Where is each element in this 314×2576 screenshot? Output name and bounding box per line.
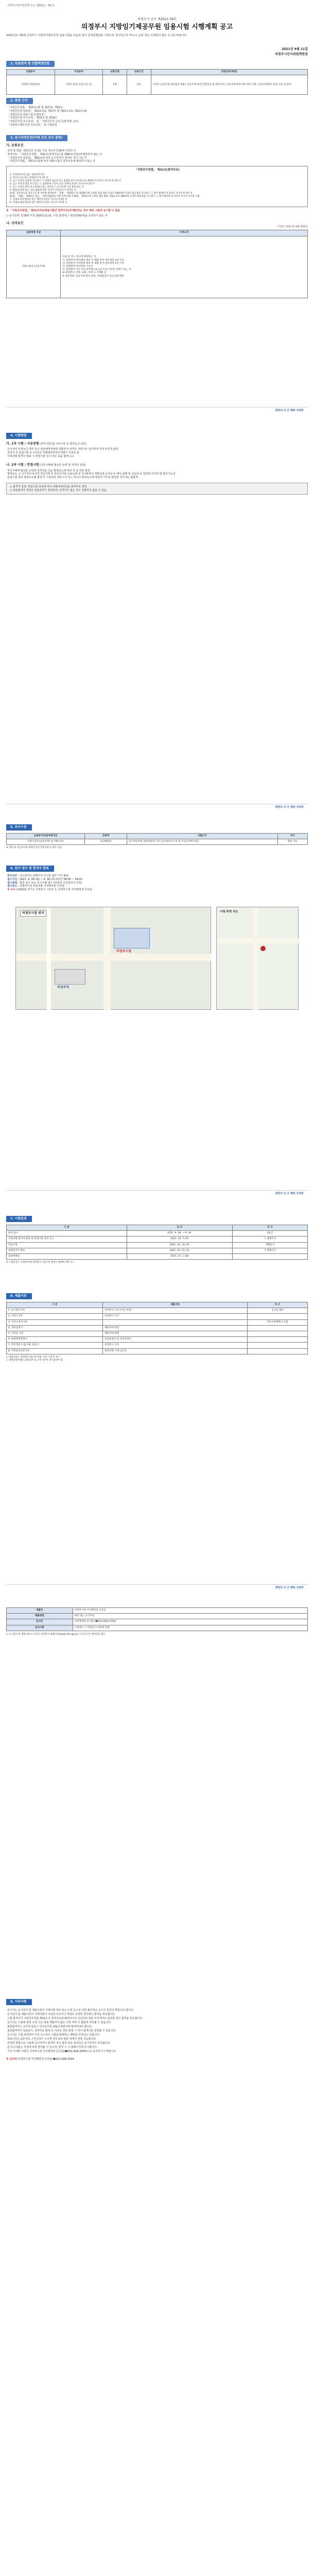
submission-info xyxy=(6,1607,308,1636)
table-row: 원서 접수 2021. 9. 28. ~ 9. 30. 3일간 xyxy=(7,1231,308,1236)
list-item: 기타 자세한 사항은 의정부시청 자치행정과 인사팀(☎031-828-2504)으로 문의하시기 바랍니다. xyxy=(7,2050,117,2054)
section-3 xyxy=(6,135,308,298)
location-map xyxy=(15,907,211,1010)
section-5 xyxy=(6,824,308,850)
table-row: 면접시험 2021. 10. 14.(목) 개별통지 xyxy=(7,1242,308,1248)
documents-table xyxy=(6,1302,308,1354)
list-item: 6의3. 「형법」 제303조 또는 「성폭력범죄의 처벌 등에 관한 특례법」 제10조에 규정된 죄를 범한 사람으로서 300만원 이상의 벌금형을 선고받고 그 형이 확정된 후 3년이 지나지 아니한 사람 xyxy=(10,195,200,198)
label: 접수방법 xyxy=(7,881,18,885)
section-6-title: 6. 원서 접수 및 합격자 발표 xyxy=(6,866,54,872)
col-header: 선발분야 xyxy=(7,70,55,75)
subsection-title: 가. 공통요건 xyxy=(6,144,24,148)
list-item: 「지방공무원 보수규정」 및 「지방공무원 수당 등에 관한 규정」 xyxy=(7,120,81,124)
list-item: 적격자 중 면접시험 응시인원은 선발예정인원의 5배수 이내로 함 xyxy=(7,451,79,454)
list-item: 8. 징계로 해임처분을 받은 때부터 3년이 지나지 아니한 자 xyxy=(10,201,67,204)
table-row: 8. 주민등록초본 1부 병적사항 기재 (남자) xyxy=(7,1348,308,1354)
list-item: 3. 금고 이상의 실형을 선고받고 그 집행이 종료되거나 집행을 받지 아니하기로 확정된 후 5년이 지나지 아니한 자 xyxy=(10,180,121,183)
page-divider xyxy=(6,407,308,408)
step1-title: 가. 1차 시험 : 서류전형 xyxy=(6,442,39,446)
section-1-title: 1. 임용분야 및 선발예정인원 xyxy=(6,61,55,67)
list-item: 임용기간은 2년이며, 근무실적이 우수한 경우 5년 범위 내에서 연장 가능합니다. xyxy=(7,2038,97,2041)
section-4-title: 4. 시험방법 xyxy=(6,433,32,439)
recruit-table xyxy=(6,69,308,95)
list-item: 직무수행에 필요한 능력과 적격성을 다음 평정요소에 따라 상·중·하로 평정 xyxy=(7,469,90,472)
requirements-table xyxy=(6,230,308,298)
step2-desc: (직무수행에 필요한 능력 및 적격성 검정) xyxy=(40,464,86,467)
section-8 xyxy=(6,1293,308,1362)
list-item: 시험 합격자가 지방공무원법 제31조의 결격사유에 해당하거나 신원조회 결과 부적격자로 판정된 경우 합격을 취소합니다. xyxy=(7,2017,143,2021)
section-2 xyxy=(6,98,308,127)
salary-table xyxy=(6,833,308,845)
value: 2021. 9. 28.(화) ~ 9. 30.(목) 3일간 09:00 ~ 18:00 xyxy=(20,877,82,881)
table-row: 4. 경력증명서 해당자에 한함 xyxy=(7,1325,308,1331)
address: (11622) 경기도 의정부시 시민로 1, 의정부시청 자치행정과 인사팀 xyxy=(16,888,92,892)
list-item: 「지방공무원 임용령」 제65조에 따라 응시자격이 정지된 자가 아닌 자 xyxy=(7,156,87,160)
table-row: 제출처 의정부시청 자치행정과 인사팀 xyxy=(7,1608,308,1614)
list-item: 응시자는 응시원서 및 제출서류의 기재사항 착오 또는 누락 등으로 인한 불이익은 응시자 본인의 책임으로 합니다. xyxy=(7,2009,134,2012)
section-3-title: 3. 응시자격조건(아래 조건 모두 충족) xyxy=(6,135,67,141)
list-item: ○ 제출서류는 반환하지 않으며 허위 기재 시 합격 취소 xyxy=(6,1355,60,1359)
table-row: 임용예정일 2021. 11. 1.(월) xyxy=(7,1254,308,1260)
col-header: 제출서류 xyxy=(103,1302,248,1308)
top-note: 의정부시민서위원회 공고 제2021 - 39 호 xyxy=(7,4,55,7)
table-row: 제출방법 방문 또는 등기우편 xyxy=(7,1614,308,1619)
list-item: 「지방공무원법」 제31조의2에 따른 채용시험의 결격사유에 해당하지 않는 자 xyxy=(7,160,95,163)
footer-logo: 희망의 더 큰 행복 의정부 xyxy=(275,1192,304,1195)
col-header: 비 고 xyxy=(232,1225,307,1231)
contact-label: ※ 문의처 xyxy=(6,2058,18,2061)
salary-note: ※ 연봉 외 직급보조비·정액급식비·가족수당 등 별도 지급 xyxy=(6,846,62,850)
disqualification-box xyxy=(6,166,308,207)
table-row: 5. 자격증 사본 해당자에 한함 xyxy=(7,1331,308,1337)
step1-desc: (자격·경력 및 구비서류 등 평가요건 심사) xyxy=(40,443,86,446)
label: 접수기간 xyxy=(7,877,18,881)
col-header: 임용기간 xyxy=(127,70,151,75)
page-divider xyxy=(6,1584,308,1585)
table-row: 지방시설직(공동주택) 임기제(나급) 4,149만원 임기제공무원 연봉하한액 기준 (공무원보수규정 및 수당규정에 따름) 협의 가능 xyxy=(7,839,308,845)
col-header: 담당업무(예정) xyxy=(151,70,307,75)
label: ※ 주소 xyxy=(7,888,16,892)
list-item: 「지방공무원 인사규칙」 제15조 및 제18조 xyxy=(7,116,57,120)
contact-text: 의정부시청 자치행정과 인사팀 ☎031-828-2504 xyxy=(18,2058,74,2061)
list-item: 면접시험 결과 평정요소별 평정 후 시험위원 과반수가 어느 하나의 평정요소에 대하여 "하"로 평정한 경우에는 불합격 xyxy=(7,476,138,480)
section-5-title: 5. 보수수준 xyxy=(6,824,32,831)
list-item: 국적 및 연령: 대한민국 국적을 가진 자로서 만18세 이상인 자 xyxy=(7,149,76,153)
table-row: 최종합격자 발표 2021. 10. 21.(목) 시 홈페이지 xyxy=(7,1248,308,1253)
issuer: 의정부시민서위원회원장 xyxy=(275,53,308,56)
table-row: 1. 응시원서 1부 의정부시 서식 (사진 부착) 공고문 첨부 xyxy=(7,1308,308,1314)
subsection-title: 나. 자격요건 xyxy=(6,222,24,226)
col-header: 선발인원 xyxy=(103,70,127,75)
col-header: 비 고 xyxy=(248,1302,308,1308)
value: 방문 접수 또는 등기우편 접수 (마감일 소인분까지 유효) xyxy=(20,881,82,885)
list-item: 응시자는 시험에 관한 소정 기간 내에 제출하지 않은 서류 미비 시 불합격 처리될 수 있습니다. xyxy=(7,2021,112,2025)
label: 접수장소 xyxy=(7,885,18,888)
value: 의정부시청 본관 4층 자치행정과 인사팀 xyxy=(20,885,65,888)
list-item: 응시원서 및 제출서류의 기재사항이 사실과 다르거나 허위로 작성한 경우에는 합격을 취소합니다. xyxy=(7,2013,116,2016)
col-header: 구 분 xyxy=(7,1225,127,1231)
schedule-table xyxy=(6,1225,308,1260)
footer-logo: 희망의 더 큰 행복 의정부 xyxy=(275,409,304,412)
list-item: 4. 금고 이상의 형을 선고받고 그 집행유예 기간이 끝난 날부터 2년이 지나지 아니한 자 xyxy=(10,183,95,186)
footer-logo: 희망의 더 큰 행복 의정부 xyxy=(275,1586,304,1589)
page-divider xyxy=(6,1190,308,1191)
list-item: 본 공고내용은 사정에 따라 변경될 수 있으며, 변경 시 시 홈페이지에 공지합니다. xyxy=(7,2046,98,2049)
list-item: 6의2. 공무원으로 재직기간 중 직무와 관련하여 「형법」 제355조 및 제356조에 규정된 죄를 범한 자로서 300만원 이상의 벌금형을 선고받고 그 형이 확정된 후 2년이 지나지 아니한 자 xyxy=(10,192,193,195)
result-box xyxy=(6,483,308,495)
list-item: ○ 최종합격자 결정은 임용권자가 결정하며, 적격자가 없는 경우 선발하지 않을 수 있음 xyxy=(10,488,107,492)
map-cityhall-label: 의정부시청 xyxy=(116,950,131,953)
list-item: 최종합격자가 임용포기, 결격사유 발생 등 사유로 결원 발생 시 추가 합격자를 결정할 수 있습니다. xyxy=(7,2029,117,2033)
list-item: 서류전형 합격자 발표 시 면접시험 일시·장소 등을 함께 공고 xyxy=(7,454,75,458)
step2-title: 나. 2차 시험 : 면접시험 xyxy=(6,463,39,467)
list-item: 최종합격자는 공무원 임용시 국가공무원 채용신체검사에 합격하여야 합니다. xyxy=(7,2025,93,2029)
disqualification-note: ※ 「지방공무원법」 제31조의2(채용시험의 결격사유)에 해당하는 경우 해당 시험에 응시할 수 없음 xyxy=(6,209,120,212)
list-item: 결격사유: 「지방공무원법」 제31조(결격사유) 및 제66조(정년)에 해당하지 않는 자 xyxy=(7,152,102,156)
section-7 xyxy=(6,1216,308,1264)
box-title: 「지방공무원법」 제31조(결격사유) xyxy=(134,168,180,172)
col-header: 자격요건 xyxy=(61,230,308,236)
req-caption: (기준일: 면접시험 최종 예정일) xyxy=(277,226,308,229)
section-2-title: 2. 관련 근거 xyxy=(6,98,33,104)
list-item: 「지방공무원법」 제25조의5 및 제27조, 제31조 xyxy=(7,106,63,110)
list-item: 「지방공무원 임용시험 운영규정」 xyxy=(7,113,46,116)
notice-number: 의정부시 공고 제2021-39호 xyxy=(137,18,177,21)
list-item: 응시자의 자격요건·경력 등이 임용예정직위에 적합한지 여부를 서면으로 심사하여 적격·부적격 판정 xyxy=(7,448,118,451)
col-header: 산출근거 xyxy=(127,834,277,839)
col-header: 모집분야 xyxy=(55,70,103,75)
list-item: ○ 경력증명서에는 담당업무 및 근무기간이 명시되어야 함 xyxy=(6,1359,63,1362)
section-9-title: 9. 기타사항 xyxy=(6,1999,32,2005)
label: 원서교부 xyxy=(7,874,18,878)
footer-logo: 희망의 더 큰 행복 의정부 xyxy=(275,806,304,809)
table-row: 문의처 자치행정과 인사팀 (☎031-828-2504) xyxy=(7,1619,308,1625)
col-header: 임용예정 직급 xyxy=(7,230,61,236)
list-item: 7. 징계로 파면처분을 받은 때부터 5년이 지나지 아니한 자 xyxy=(10,198,67,201)
intro-text: 2021년도 제1회 의정부시 지방임기제공무원 임용시험을 다음과 같이 공개경쟁임용 시험으로 실시하고자 하오니, 능력 있는 인재들의 많은 응시를 바랍니다. xyxy=(6,34,187,37)
map-station-label: 의정부역 xyxy=(57,986,69,989)
section-4 xyxy=(6,433,308,495)
table-row: 7. 개인정보 수집·이용 동의서 의정부시 서식 xyxy=(7,1343,308,1348)
col-header: 임용분야/임용예정직급 xyxy=(7,834,85,839)
table-row: 서류전형 합격자 발표 및 면접시험 일정 공고 2021. 10. 7.(목) 시 홈페이지 xyxy=(7,1236,308,1242)
list-item: 5. 금고 이상의 형의 선고유예를 받은 경우에 그 선고유예 기간 중에 있는 자 xyxy=(10,186,84,189)
list-item: 평정요소: ① 공무원으로서의 정신자세 ② 전문지식과 응용능력 ③ 의사표현의 정확성과 논리성 ④ 예의·품행 및 성실성 ⑤ 창의력·의지력 및 발전가능성 xyxy=(7,472,176,476)
section-1 xyxy=(6,61,308,95)
forms-note: ○ 응시원서 및 제출서류 등 서식은 의정부시 홈페이지(www.ui4u.go.kr) 고시/공고란 첨부파일 참조 xyxy=(6,1633,106,1636)
section-7-title: 7. 시험일정 xyxy=(6,1216,32,1222)
table-row: 유의사항 우편접수 시 마감일 도착분에 한함 xyxy=(7,1625,308,1631)
age-note: ○ 응시연령: 만18세 이상 (2003.12.31. 이전 출생자) / 정년(만60세)을 초과하지 않는 자 xyxy=(6,214,108,217)
section-8-title: 8. 제출서류 xyxy=(6,1293,32,1299)
list-item: 1. 피성년후견인 또는 피한정후견인 xyxy=(10,174,45,177)
submission-table xyxy=(6,1607,308,1631)
list-item: ○ 합격자 결정: 면접시험 성적에 따라 선발예정인원을 합격자로 결정 xyxy=(10,485,87,488)
value: 응시원서는 홈페이지 공고문 첨부 서식 활용 xyxy=(20,874,69,878)
table-row: 2. 이력서 1부 의정부시 서식 xyxy=(7,1314,308,1319)
table-row: 3. 자기소개서 1부 직무수행계획서 포함 xyxy=(7,1319,308,1325)
list-item: 2. 파산선고를 받고 복권되지 아니한 자 xyxy=(10,177,48,180)
schedule-note: ※ 시험일정은 사정에 따라 변경될 수 있으며, 변경시 홈페이지에 공고 xyxy=(6,1261,75,1264)
list-item: 6. 법원의 판결 또는 다른 법률에 따라 자격이 상실되거나 정지된 자 xyxy=(10,189,76,192)
list-item: 「지방임기제공무원 인사규칙」 및 시행규칙 xyxy=(7,123,57,127)
list-item: 부정한 방법으로 시험에 응시하거나 합격한 경우 합격 취소 및 5년간 응시자격이 정지됩니다. xyxy=(7,2042,111,2045)
col-header: 구 분 xyxy=(7,1302,103,1308)
section-6: 6. 원서 접수 및 합격자 발표 원서교부 : 응시원서는 홈페이지 공고문 첨부 서식 활용 접수기간 : 2021. 9. 28.(화) ~ 9. 30.(목) 3일간 09:00 ~ 18:00 접수방법 : 방문 접수 또는 등기우편 접수 (마감일 소인분까지 유효) 접수장소 : 의정부시청 본관 4층 자치행정과 인사팀 ※ 주소 (11622) 경기도 의정부시 시민로 1, 의정부시청 자치행정과 인사팀 xyxy=(7,867,92,892)
list-item: 「지방공무원 임용령」 제21조의2, 제17조 및 제21조의3, 제21조의4 xyxy=(7,109,87,113)
map-caption-2: 시청 주변 지도 xyxy=(220,910,238,913)
col-header: 비고 xyxy=(277,834,308,839)
table-row: 지방시설직 (공동주택) 다음 중 어느 하나에 해당하는 자 가. 관련분야 학사학위 취득 후 해당 분야 실무경력 3년 이상 나. 관련분야 석사학위 취득 후 해당 분야 실무경력 1년 이상 다. 관련분야 박사학위 소지자 라. 관련분야 7급 이상 공무원으로 1년 이상 근무한 경력이 있는 자 ※ 관련분야: 건축, 토목, 주택, 도시계획 등 ※ 실무경력: 공동주택 관리·감독, 주택관리사 등의 업무경력 xyxy=(7,236,308,298)
table-row: 지방임기제공무원 지방시설직(가급/나급 등) 1명 2년 아파트·공동주택 관리업무 총괄 / 공동주택 관련 민원처리 및 현장조사 / 공동주택 관련 제도개선 지원 / 공동주택관리 관련 교육 및 홍보 xyxy=(7,75,308,95)
location-map-2 xyxy=(216,907,299,1010)
notice-date: 2021년 9월 11일 xyxy=(282,47,308,51)
page-title: 의정부시 지방임기제공무원 임용시험 시행계획 공고 xyxy=(81,23,233,31)
table-row: 6. 최종학력증명서 졸업증명서 및 성적증명서 xyxy=(7,1337,308,1343)
col-header: 일 자 xyxy=(127,1225,233,1231)
col-header: 연봉액 xyxy=(85,834,127,839)
map-caption: 의정부시청 위치 xyxy=(20,910,46,917)
list-item: 응시자는 시험 과정에서 다른 응시자의 시험을 방해하는 행위를 하여서는 안됩니다. xyxy=(7,2033,100,2037)
section-9 xyxy=(6,1999,308,2061)
